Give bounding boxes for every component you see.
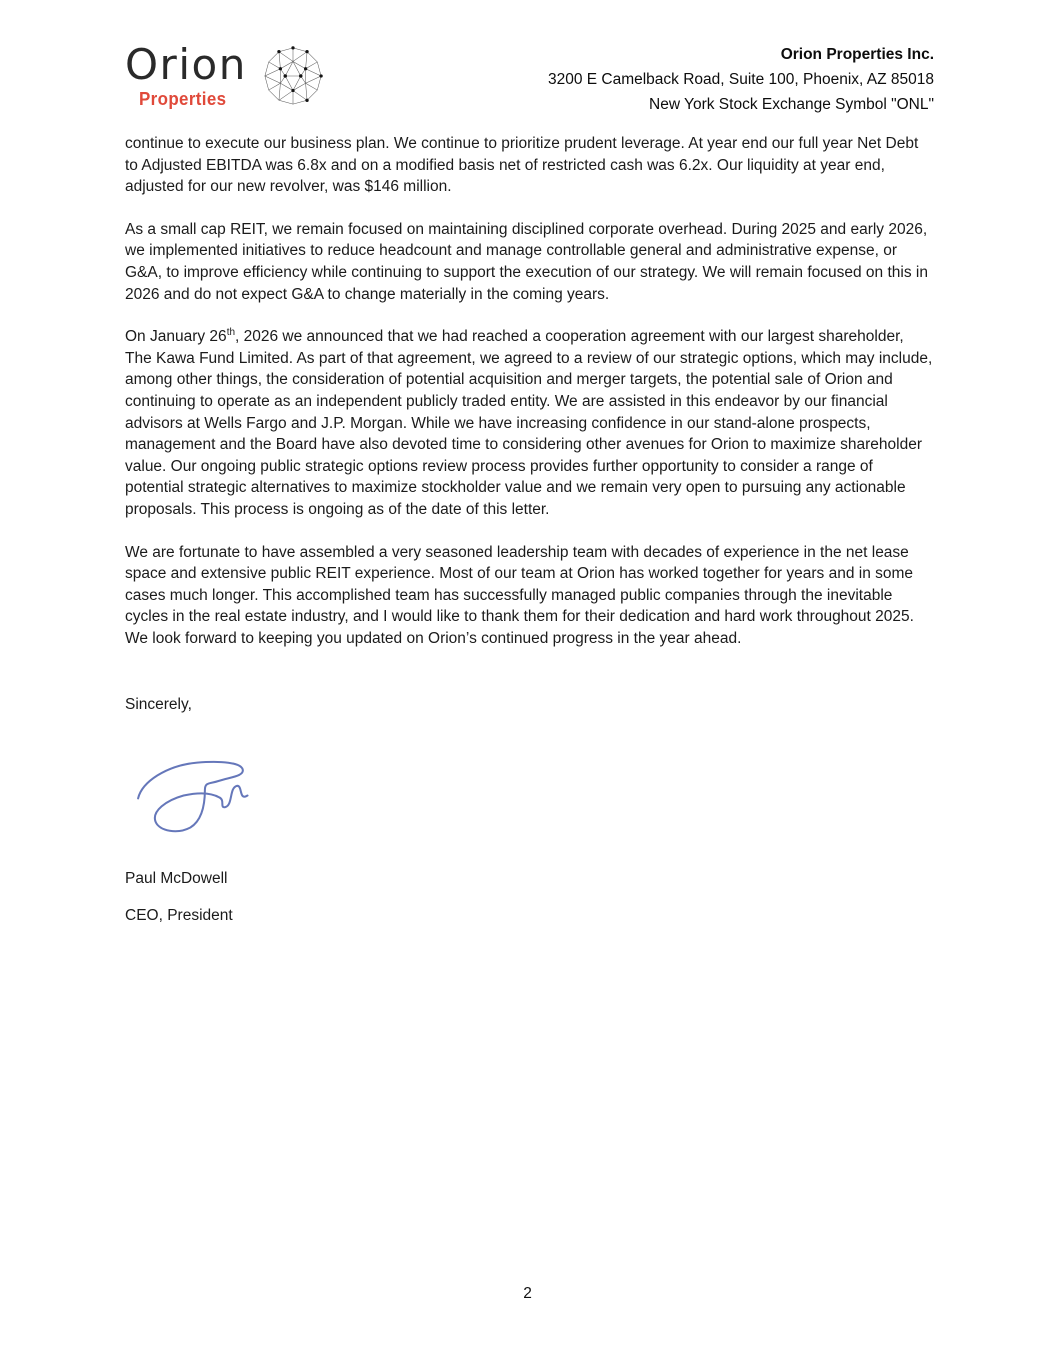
paragraph-3-pre: On January 26 <box>125 328 227 346</box>
letter-body <box>125 133 934 926</box>
closing-salutation: Sincerely, <box>125 696 192 714</box>
letterhead-address-block <box>548 40 934 117</box>
logo-text <box>125 40 247 110</box>
signatory-name: Paul McDowell <box>125 870 228 888</box>
logo-brand-text: Orion <box>125 40 247 89</box>
paragraph-leverage: continue to execute our business plan. We continue to prioritize prudent leverage. At year end our full year Net Debt to Adjusted EBITDA was 6.8x and on a modified basis net of restricted cash was 6.2x. Our liquidity at year end, adjusted for our new revolver, was $146 million. <box>125 135 919 196</box>
page-number: 2 <box>523 1285 532 1302</box>
company-name: Orion Properties Inc. <box>780 46 934 63</box>
handwritten-signature <box>129 750 934 842</box>
company-logo <box>125 40 324 110</box>
company-address: 3200 E Camelback Road, Suite 100, Phoenix, AZ 85018 <box>547 71 934 88</box>
signatory-title: CEO, President <box>125 906 233 924</box>
paragraph-leadership: We are fortunate to have assembled a very seasoned leadership team with decades of experience in the net lease space and extensive public REIT experience. Most of our team at Orion has worked together for years and in some cases much longer. This accomplished team has successfully managed public companies through the inevitable cycles in the real estate industry, and I would like to thank them for their dedication and hard work throughout 2025. We look forward to keeping you updated on Orion’s continued progress in the year ahead. <box>125 543 914 647</box>
exchange-symbol: New York Stock Exchange Symbol "ONL" <box>649 96 934 113</box>
paragraph-overhead: As a small cap REIT, we remain focused on maintaining disciplined corporate overhead. During 2025 and early 2026, we implemented initiatives to reduce headcount and manage controllable general and administrative expense, or G&A, to improve efficiency while continuing to support the execution of our strategy. We will remain focused on this in 2026 and do not expect G&A to change materially in the coming years. <box>125 220 928 303</box>
paragraph-3-post: , 2026 we announced that we had reached a cooperation agreement with our largest shareholder, The Kawa Fund Limited. As part of that agreement, we agreed to a review of our strategic options, which may include, among other things, the consideration of potential acquisition and merger targets, the potential sale of Orion and continuing to operate as an independent publicly traded entity. We are assisted in this endeavor by our financial advisors at Wells Fargo and J.P. Morgan. While we have increasing confidence in our stand-alone prospects, management and the Board have also devoted time to considering other avenues for Orion to maximize shareholder value. Our ongoing public strategic options review process provides further opportunity to consider a range of potential strategic alternatives to maximize stockholder value and we remain very open to pursuing any actionable proposals. This process is ongoing as of the date of this letter. <box>125 328 933 518</box>
paragraph-cooperation-agreement <box>125 326 934 520</box>
logo-sub-text: Properties <box>139 89 227 109</box>
geodesic-globe-icon <box>262 44 324 107</box>
ordinal-superscript: th <box>226 327 236 338</box>
letterhead <box>125 40 934 117</box>
